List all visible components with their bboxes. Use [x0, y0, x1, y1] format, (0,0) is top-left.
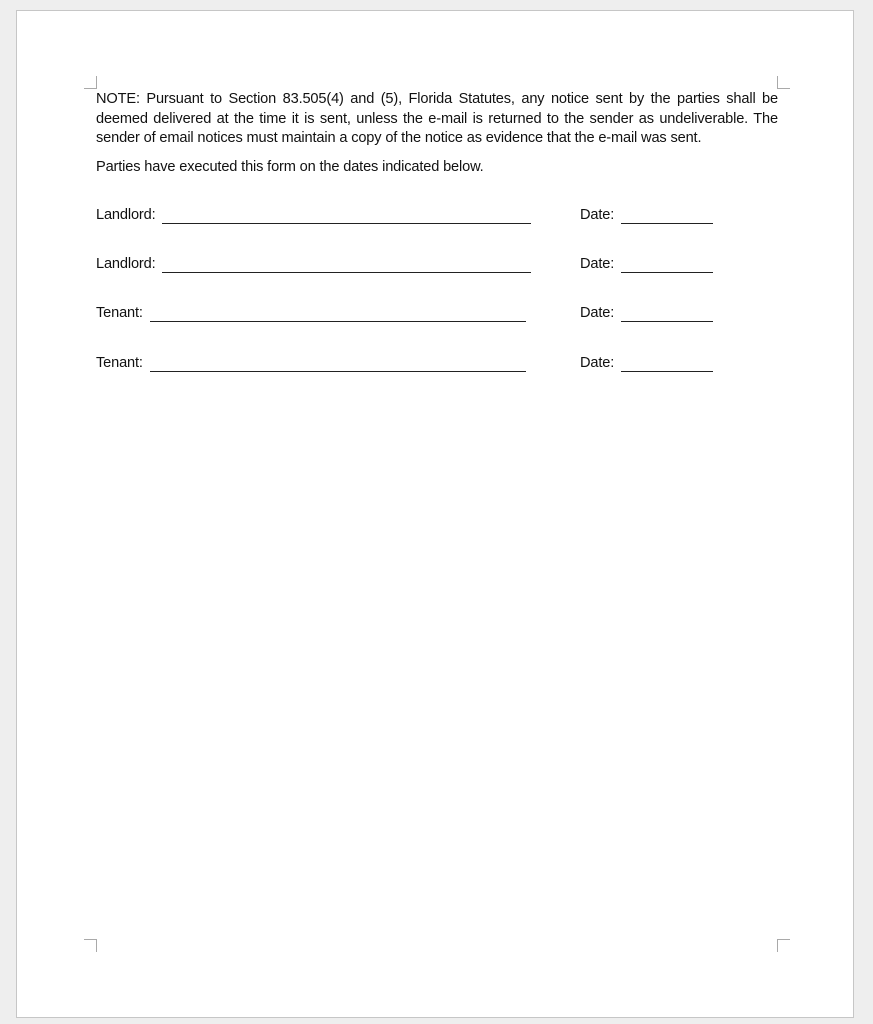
landlord-signature-row-2 — [96, 256, 716, 276]
tenant-signature-row-2 — [96, 355, 716, 375]
top-left-margin-marker — [84, 76, 97, 89]
bottom-right-margin-marker — [777, 939, 790, 952]
date-label: Date: — [580, 355, 615, 371]
top-right-margin-marker — [777, 76, 790, 89]
date-line[interactable] — [621, 321, 713, 322]
signature-line[interactable] — [162, 272, 531, 273]
date-line[interactable] — [621, 371, 713, 372]
signature-line[interactable] — [150, 321, 526, 322]
date-label: Date: — [580, 207, 615, 223]
signature-label: Landlord: — [96, 256, 156, 272]
tenant-signature-row-1 — [96, 305, 716, 325]
signature-line[interactable] — [150, 371, 526, 372]
signature-label: Landlord: — [96, 207, 156, 223]
notice-paragraph: NOTE: Pursuant to Section 83.505(4) and (5), Florida Statutes, any notice sent by the parties shall be deemed delivered at the time it is sent, unless the e-mail is returned to the sender as undeliverable. The sender of email notices must maintain a copy of the notice as evidence that the e-mail was sent. — [96, 91, 778, 146]
execution-statement: Parties have executed this form on the dates indicated below. — [96, 159, 484, 175]
bottom-left-margin-marker — [84, 939, 97, 952]
document-page — [16, 10, 854, 1018]
date-line[interactable] — [621, 223, 713, 224]
landlord-signature-row-1 — [96, 207, 716, 227]
signature-label: Tenant: — [96, 305, 143, 321]
signature-label: Tenant: — [96, 355, 143, 371]
date-label: Date: — [580, 305, 615, 321]
date-line[interactable] — [621, 272, 713, 273]
signature-line[interactable] — [162, 223, 531, 224]
date-label: Date: — [580, 256, 615, 272]
